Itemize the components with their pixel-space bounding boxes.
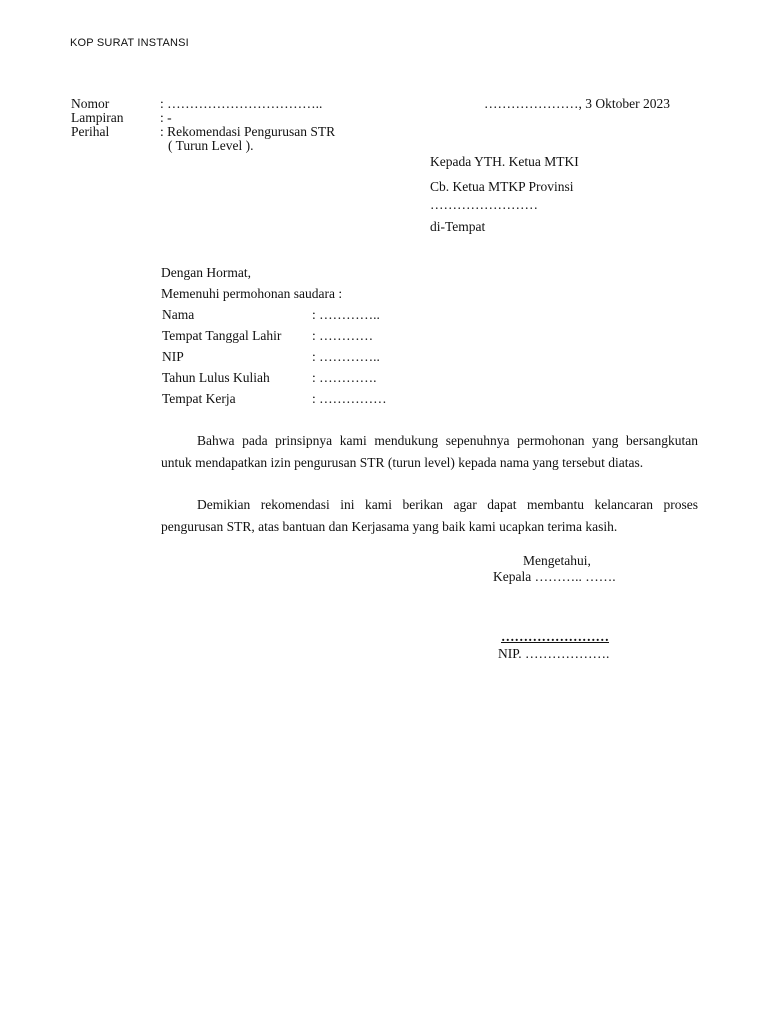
perihal-value: : Rekomendasi Pengurusan STR	[160, 124, 336, 139]
signature-name: ……………………	[501, 629, 609, 644]
recipient-line-3: ……………………	[430, 197, 538, 212]
body-paragraph-1-text: Bahwa pada prinsipnya kami mendukung sepenuhnya permohonan yang bersangkutan untuk mendapatkan izin pengurusan STR (turun level) kepada nama yang tersebut diatas.	[161, 433, 698, 470]
recipient-line-4: di-Tempat	[430, 219, 486, 234]
body-paragraph-2	[161, 494, 698, 537]
field-label-nama: Nama	[162, 307, 195, 322]
signature-nip: NIP. ……………….	[498, 646, 610, 661]
field-label-tahun-lulus: Tahun Lulus Kuliah	[162, 370, 270, 385]
body-paragraph-2-text: Demikian rekomendasi ini kami berikan agar dapat membantu kelancaran proses pengurusan STR, atas bantuan dan Kerjasama yang baik kami ucapkan terima kasih.	[161, 497, 698, 534]
field-value-tempat-kerja: : ……………	[312, 391, 387, 406]
field-label-tempat-kerja: Tempat Kerja	[162, 391, 236, 406]
field-label-nip: NIP	[162, 349, 184, 364]
nomor-label: Nomor	[71, 96, 110, 111]
body-paragraph-1	[161, 430, 698, 473]
perihal-label: Perihal	[71, 124, 110, 139]
perihal-value-continued: ( Turun Level ).	[168, 138, 254, 153]
recipient-line-1: Kepada YTH. Ketua MTKI	[430, 154, 579, 169]
signature-title: Kepala ……….. …….	[493, 569, 616, 584]
field-label-ttl: Tempat Tanggal Lahir	[162, 328, 282, 343]
letter-date: …………………, 3 Oktober 2023	[484, 96, 670, 111]
letterhead: KOP SURAT INSTANSI	[70, 37, 189, 49]
signature-acknowledged: Mengetahui,	[523, 553, 591, 568]
recipient-line-2: Cb. Ketua MTKP Provinsi	[430, 179, 574, 194]
nomor-value: : ……………………………..	[160, 96, 323, 111]
field-value-nama: : …………..	[312, 307, 380, 322]
lampiran-value: : -	[160, 110, 172, 125]
field-value-nip: : …………..	[312, 349, 380, 364]
lampiran-label: Lampiran	[71, 110, 124, 125]
field-value-ttl: : …………	[312, 328, 374, 343]
field-value-tahun-lulus: : ………….	[312, 370, 377, 385]
greeting: Dengan Hormat,	[161, 265, 251, 280]
intro-line: Memenuhi permohonan saudara :	[161, 286, 343, 301]
